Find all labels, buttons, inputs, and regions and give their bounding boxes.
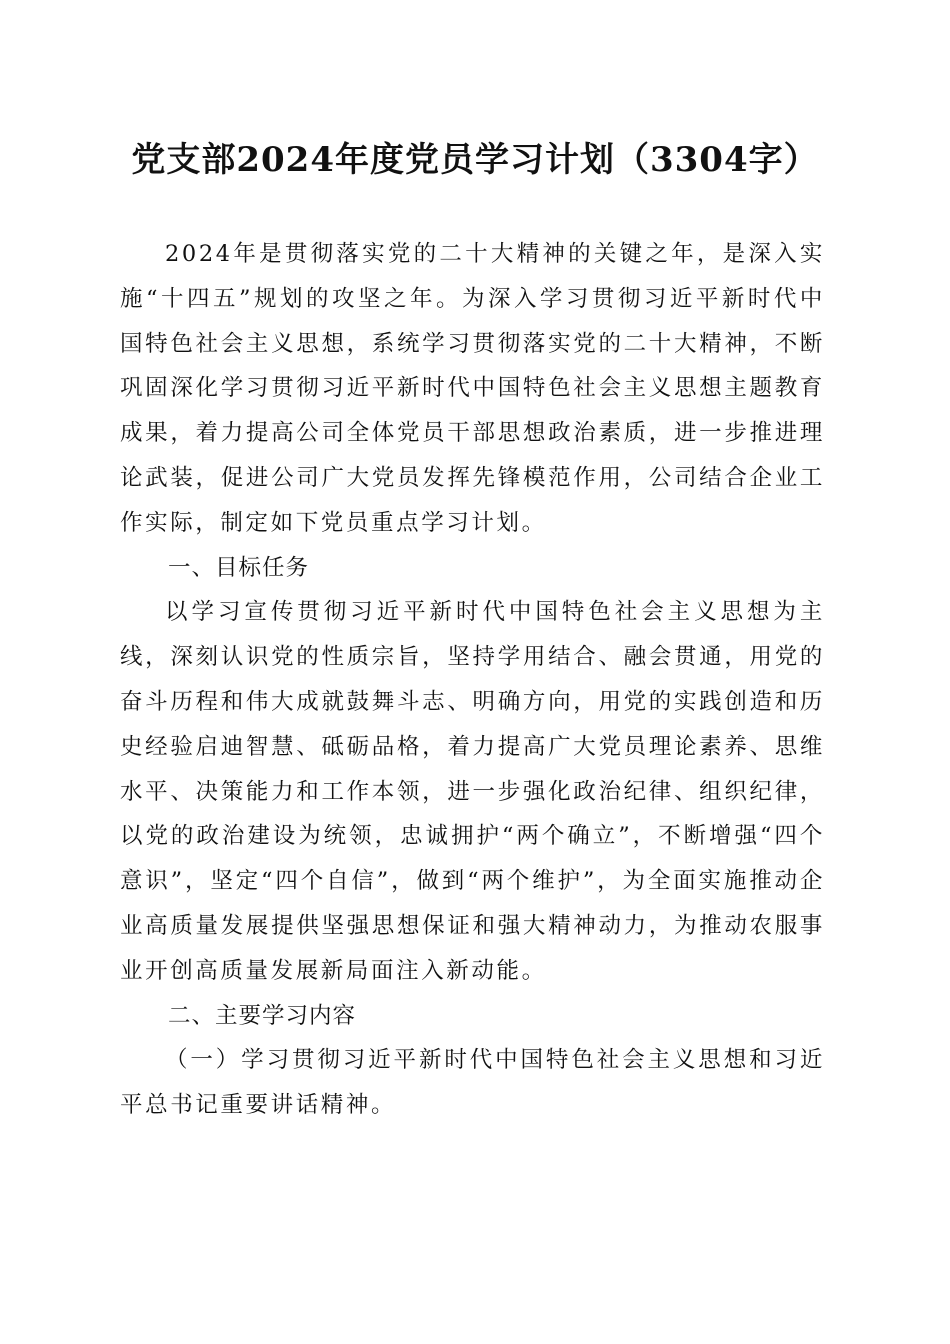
- goals-paragraph: 以学习宣传贯彻习近平新时代中国特色社会主义思想为主线，深刻认识党的性质宗旨，坚持学用结合、融会贯通，用党的奋斗历程和伟大成就鼓舞斗志、明确方向，用党的实践创造和历史经验启迪智慧、砥砺品格，着力提高广大党员理论素养、思维水平、决策能力和工作本领，进一步强化政治纪律、组织纪律，以党的政治建设为统领，忠诚拥护“两个确立”，不断增强“四个意识”，坚定“四个自信”，做到“两个维护”，为全面实施推动企业高质量发展提供坚强思想保证和强大精神动力，为推动农服事业开创高质量发展新局面注入新动能。: [120, 599, 825, 984]
- document-body: [120, 232, 825, 1128]
- subsection-paragraph: （一）学习贯彻习近平新时代中国特色社会主义思想和习近平总书记重要讲话精神。: [120, 1047, 825, 1119]
- intro-paragraph: 2024年是贯彻落实党的二十大精神的关键之年，是深入实施“十四五”规划的攻坚之年。为深入学习贯彻习近平新时代中国特色社会主义思想，系统学习贯彻落实党的二十大精神，不断巩固深化学习贯彻习近平新时代中国特色社会主义思想主题教育成果，着力提高公司全体党员干部思想政治素质，进一步推进理论武装，促进公司广大党员发挥先锋模范作用，公司结合企业工作实际，制定如下党员重点学习计划。: [120, 241, 825, 536]
- section-heading-content: 二、主要学习内容: [168, 1002, 357, 1029]
- document-title: 党支部2024年度党员学习计划（3304字）: [131, 140, 819, 180]
- section-heading-goals: 一、目标任务: [168, 554, 310, 581]
